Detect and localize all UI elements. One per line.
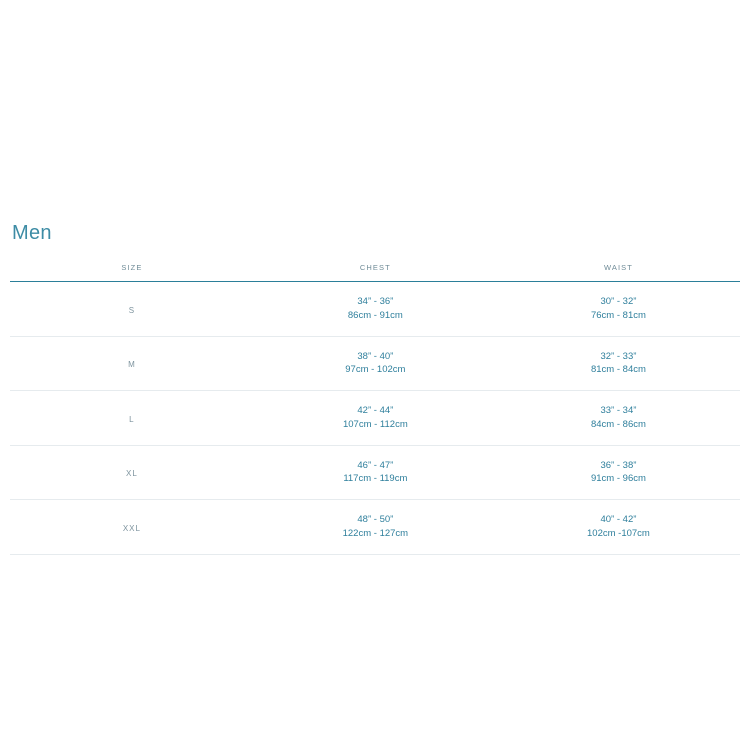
waist-measurement [497, 459, 740, 487]
waist-centimeters: 102cm -107cm [587, 527, 650, 539]
chest-measurement [254, 513, 497, 541]
chest-inches: 46” - 47” [357, 459, 394, 471]
waist-measurement [497, 513, 740, 541]
chest-centimeters: 86cm - 91cm [347, 309, 403, 321]
cell-chest [254, 500, 497, 555]
waist-inches: 40” - 42” [600, 514, 637, 526]
table-header-row [10, 263, 740, 282]
size-chart-table [10, 263, 740, 555]
cell-waist [497, 391, 740, 446]
table-header [10, 263, 740, 282]
chest-inches: 42” - 44” [357, 405, 394, 417]
waist-centimeters: 84cm - 86cm [590, 418, 646, 430]
table-row [10, 336, 740, 391]
waist-inches: 36” - 38” [600, 459, 637, 471]
table-row [10, 282, 740, 337]
waist-centimeters: 81cm - 84cm [590, 364, 646, 376]
cell-size [10, 445, 254, 500]
size-chart-container [10, 222, 740, 555]
page-title: Men [12, 222, 52, 244]
cell-chest [254, 282, 497, 337]
column-header-size: SIZE [121, 263, 143, 272]
chest-inches: 34” - 36” [357, 296, 394, 307]
cell-size [10, 336, 254, 391]
column-header-waist: WAIST [603, 263, 633, 272]
size-label: XXL [122, 523, 141, 533]
waist-centimeters: 76cm - 81cm [590, 309, 646, 321]
waist-measurement [497, 350, 740, 378]
table-row [10, 445, 740, 500]
table-row [10, 500, 740, 555]
cell-size [10, 500, 254, 555]
chest-inches: 48” - 50” [357, 514, 394, 526]
size-label: M [128, 360, 136, 370]
column-header-chest: CHEST [359, 263, 391, 272]
waist-inches: 30” - 32” [600, 296, 637, 307]
waist-inches: 33” - 34” [600, 405, 637, 417]
cell-waist [497, 282, 740, 337]
size-label: XL [126, 469, 138, 479]
cell-waist [497, 445, 740, 500]
waist-centimeters: 91cm - 96cm [590, 473, 646, 485]
size-label: L [129, 414, 135, 424]
cell-chest [254, 391, 497, 446]
chest-inches: 38” - 40” [357, 350, 394, 362]
chest-centimeters: 97cm - 102cm [345, 364, 406, 376]
chest-centimeters: 122cm - 127cm [342, 527, 409, 539]
chest-measurement [254, 459, 497, 487]
waist-measurement [497, 295, 740, 323]
table-body [10, 282, 740, 555]
size-label: S [128, 305, 136, 315]
cell-waist [497, 336, 740, 391]
chest-centimeters: 107cm - 112cm [342, 418, 408, 430]
cell-chest [254, 336, 497, 391]
cell-size [10, 391, 254, 446]
cell-size [10, 282, 254, 337]
waist-measurement [497, 404, 740, 432]
waist-inches: 32” - 33” [600, 350, 637, 362]
table-row [10, 391, 740, 446]
chest-measurement [254, 350, 497, 378]
chest-measurement [254, 295, 497, 323]
cell-chest [254, 445, 497, 500]
cell-waist [497, 500, 740, 555]
chest-measurement [254, 404, 497, 432]
chest-centimeters: 117cm - 119cm [343, 473, 408, 485]
